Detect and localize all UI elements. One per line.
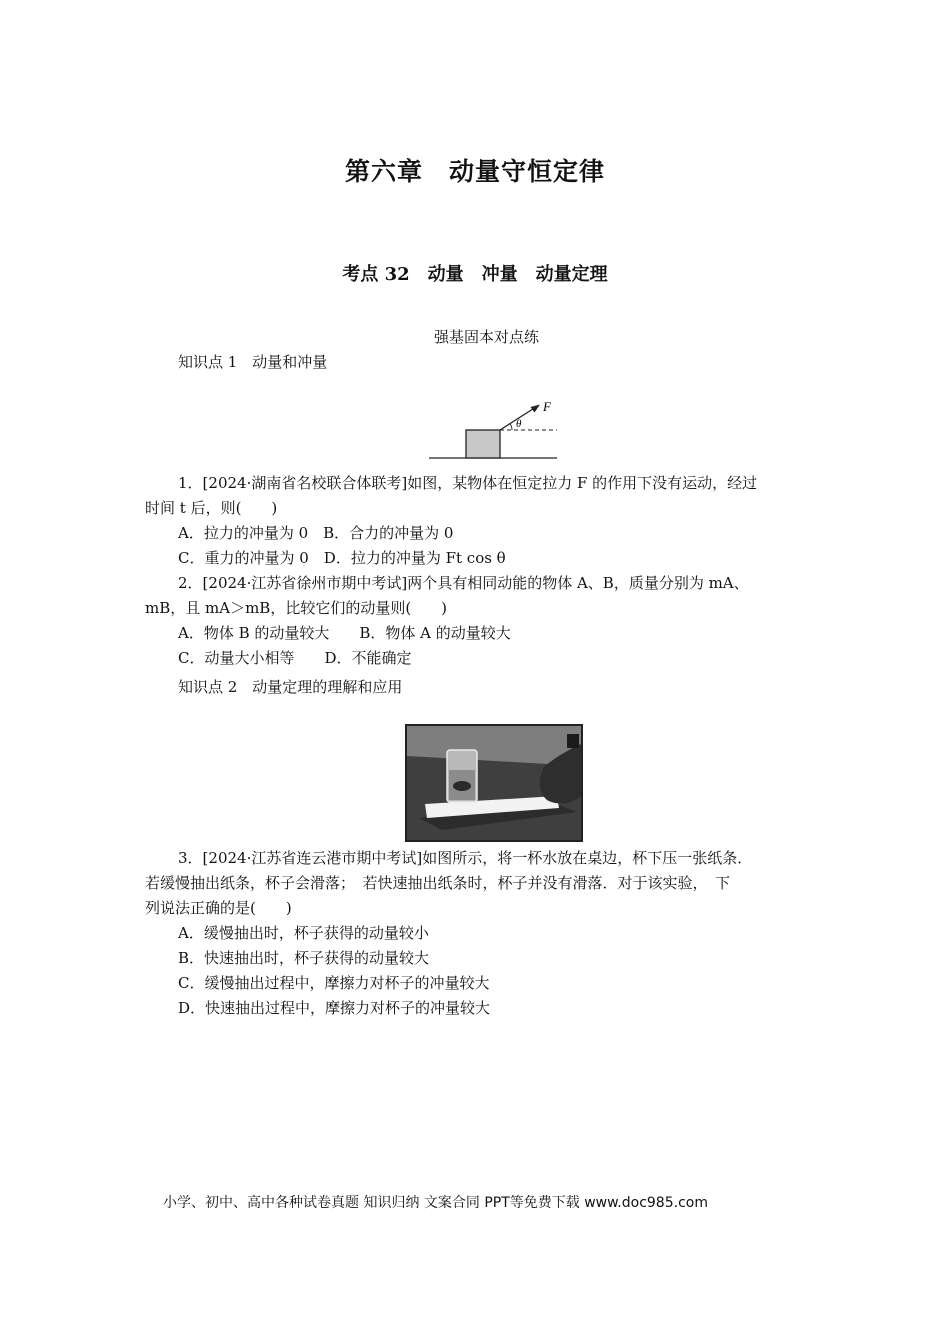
q3-option-d: D．快速抽出过程中，摩擦力对杯子的冲量较大 xyxy=(178,999,491,1017)
q2-line2: mB，且 mA＞mB，比较它们的动量则( ) xyxy=(145,599,448,617)
knowledge-point-2: 知识点 2 动量定理的理解和应用 xyxy=(178,678,403,696)
chapter-title: 第六章 动量守恒定律 xyxy=(344,157,605,186)
angle-arc xyxy=(510,424,512,431)
force-label: F xyxy=(543,399,551,414)
q3-line3: 列说法正确的是( ) xyxy=(145,899,292,917)
practice-heading: 强基固本对点练 xyxy=(434,328,540,346)
q3-option-c: C．缓慢抽出过程中，摩擦力对杯子的冲量较大 xyxy=(178,974,490,992)
q2-options-cd: C．动量大小相等 D．不能确定 xyxy=(178,649,412,667)
section-title: 考点 32 动量 冲量 动量定理 xyxy=(342,264,608,285)
q3-line1: 3．[2024·江苏省连云港市期中考试]如图所示，将一杯水放在桌边，杯下压一张纸条． xyxy=(178,849,753,867)
q2-options-ab: A．物体 B 的动量较大 B．物体 A 的动量较大 xyxy=(178,624,511,642)
photo-illustration xyxy=(407,726,581,840)
force-diagram xyxy=(426,395,561,465)
q1-line1: 1．[2024·湖南省名校联合体联考]如图，某物体在恒定拉力 F 的作用下没有运动，经过 xyxy=(178,474,758,492)
q3-option-b: B．快速抽出时，杯子获得的动量较大 xyxy=(178,949,430,967)
q3-line2: 若缓慢抽出纸条，杯子会滑落； 若快速抽出纸条时，杯子并没有滑落．对于该实验， 下 xyxy=(145,874,731,892)
cup-paper-photo xyxy=(405,724,583,842)
q1-options-cd: C．重力的冲量为 0 D．拉力的冲量为 Ft cos θ xyxy=(178,549,506,567)
knowledge-point-1: 知识点 1 动量和冲量 xyxy=(178,353,328,371)
angle-label: θ xyxy=(516,418,522,430)
footer-text: 小学、初中、高中各种试卷真题 知识归纳 文案合同 PPT等免费下载 www.doc985.com xyxy=(163,1195,708,1211)
block xyxy=(466,430,500,458)
q2-line1: 2．[2024·江苏省徐州市期中考试]两个具有相同动能的物体 A、B，质量分别为 mA、 xyxy=(178,574,749,592)
arrow-head xyxy=(531,405,541,413)
q1-options-ab: A．拉力的冲量为 0 B．合力的冲量为 0 xyxy=(178,524,454,542)
q1-line2: 时间 t 后，则( ) xyxy=(145,499,278,517)
q3-option-a: A．缓慢抽出时，杯子获得的动量较小 xyxy=(178,924,429,942)
